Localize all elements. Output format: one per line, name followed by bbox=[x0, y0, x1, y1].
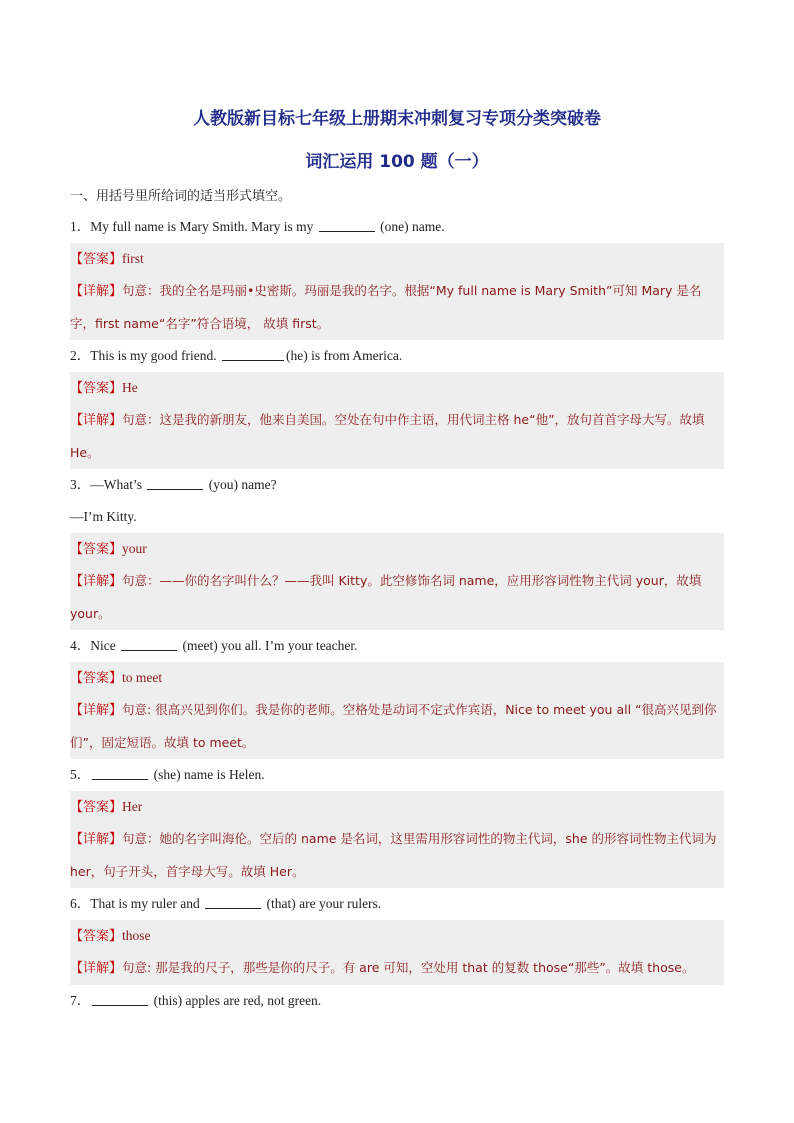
document-subtitle: 词汇运用 100 题（一） bbox=[305, 152, 489, 172]
answer-6: 【答案】those bbox=[70, 920, 724, 952]
answer-blank bbox=[92, 765, 148, 780]
answer-blank bbox=[147, 475, 203, 490]
question-3-reply: —I’m Kitty. bbox=[70, 509, 137, 524]
detail-2: 【详解】句意：这是我的新朋友，他来自美国。空处在句中作主语，用代词主格 he“他”，放句首首字母大写。故填 He。 bbox=[70, 404, 724, 469]
detail-5: 【详解】句意：她的名字叫海伦。空后的 name 是名词，这里需用形容词性的物主代词，she 的形容词性物主代词为 her，句子开头，首字母大写。故填 Her。 bbox=[70, 823, 724, 888]
section-heading: 一、用括号里所给词的适当形式填空。 bbox=[70, 189, 292, 204]
question-3: 3．—What’s (you) name? bbox=[70, 477, 277, 492]
detail-4: 【详解】句意: 很高兴见到你们。我是你的老师。空格处是动词不定式作宾语，Nice to meet you all “很高兴见到你们”，固定短语。故填 to meet。 bbox=[70, 694, 724, 759]
question-7: 7． (this) apples are red, not green. bbox=[70, 993, 322, 1008]
answer-5: 【答案】Her bbox=[70, 791, 724, 823]
question-4: 4．Nice (meet) you all. I’m your teacher. bbox=[70, 638, 358, 653]
answer-blank bbox=[92, 991, 148, 1006]
question-1: 1．My full name is Mary Smith. Mary is my (one) name. bbox=[70, 219, 445, 234]
answer-blank bbox=[319, 217, 375, 232]
answer-blank bbox=[121, 636, 177, 651]
question-6: 6．That is my ruler and (that) are your rulers. bbox=[70, 896, 382, 911]
question-2: 2．This is my good friend. (he) is from America. bbox=[70, 348, 403, 363]
answer-3: 【答案】your bbox=[70, 533, 724, 565]
answer-blank bbox=[205, 894, 261, 909]
document-title: 人教版新目标七年级上册期末冲刺复习专项分类突破卷 bbox=[193, 109, 601, 129]
detail-3: 【详解】句意：——你的名字叫什么？——我叫 Kitty。此空修饰名词 name，应用形容词性物主代词 your，故填 your。 bbox=[70, 565, 724, 630]
detail-1: 【详解】句意：我的全名是玛丽•史密斯。玛丽是我的名字。根据“My full name is Mary Smith”可知 Mary 是名字，first name“名字”符合语境， 故填 first。 bbox=[70, 275, 724, 340]
detail-6: 【详解】句意: 那是我的尺子，那些是你的尺子。有 are 可知，空处用 that 的复数 those“那些”。故填 those。 bbox=[70, 952, 724, 985]
answer-2: 【答案】He bbox=[70, 372, 724, 404]
question-5: 5． (she) name is Helen. bbox=[70, 767, 265, 782]
answer-4: 【答案】to meet bbox=[70, 662, 724, 694]
answer-1: 【答案】first bbox=[70, 243, 724, 275]
question-list bbox=[70, 211, 724, 1017]
answer-blank bbox=[222, 346, 284, 361]
